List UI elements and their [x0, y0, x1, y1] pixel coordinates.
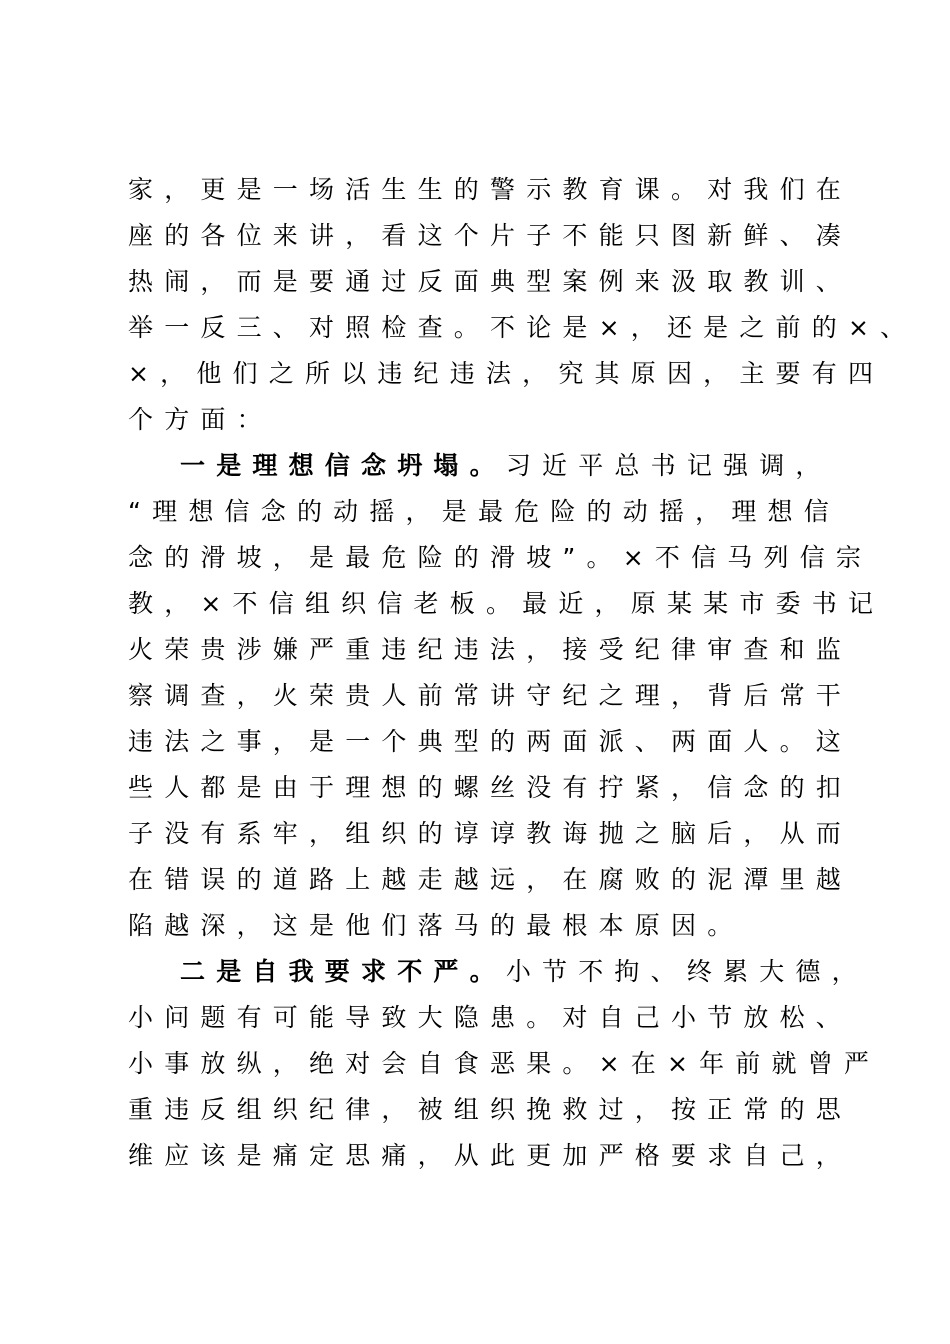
- paragraph-line: 察调查，火荣贵人前常讲守纪之理，背后常干: [128, 681, 853, 710]
- paragraph-line: 些人都是由于理想的螺丝没有拧紧，信念的扣: [128, 773, 853, 802]
- paragraph-line: 子没有系牢，组织的谆谆教诲抛之脑后，从而: [128, 819, 853, 848]
- paragraph-line: 在错误的道路上越走越远，在腐败的泥潭里越: [128, 865, 853, 894]
- paragraph-line: 重违反组织纪律，被组织挽救过，按正常的思: [128, 1095, 853, 1124]
- paragraph-line: 小问题有可能导致大隐患。对自己小节放松、: [128, 1003, 853, 1032]
- paragraph-line: 违法之事，是一个典型的两面派、两面人。这: [128, 727, 853, 756]
- paragraph-line: 火荣贵涉嫌严重违纪违法，接受纪律审查和监: [128, 635, 853, 664]
- paragraph-line: 教，×不信组织信老板。最近，原某某市委书记: [128, 589, 885, 618]
- section-1-heading: 一是理想信念坍塌。: [180, 451, 506, 480]
- section-1-first-line: [180, 446, 902, 486]
- paragraph-line: 陷越深，这是他们落马的最根本原因。: [128, 911, 744, 940]
- paragraph-line: 座的各位来讲，看这个片子不能只图新鲜、凑: [128, 221, 853, 250]
- section-2-first-text: 小节不拘、终累大德，: [505, 957, 868, 986]
- paragraph-line: 热闹，而是要通过反面典型案例来汲取教训、: [128, 267, 853, 296]
- paragraph-line: 家，更是一场活生生的警示教育课。对我们在: [128, 175, 853, 204]
- section-1-first-text: 习近平总书记强调，: [505, 451, 832, 480]
- section-2-first-line: [180, 952, 902, 992]
- section-2-heading: 二是自我要求不严。: [180, 957, 506, 986]
- paragraph-line: “理想信念的动摇，是最危险的动摇，理想信: [128, 497, 840, 526]
- paragraph-line: 小事放纵，绝对会自食恶果。×在×年前就曾严: [128, 1049, 881, 1078]
- paragraph-line: 维应该是痛定思痛，从此更加严格要求自己，: [128, 1141, 853, 1170]
- paragraph-line: ×，他们之所以违纪违法，究其原因，主要有四: [128, 359, 885, 388]
- paragraph-line: 念的滑坡，是最危险的滑坡”。×不信马列信宗: [128, 543, 873, 572]
- paragraph-line: 个方面：: [128, 405, 273, 434]
- paragraph-line: 举一反三、对照检查。不论是×，还是之前的×、: [128, 313, 917, 342]
